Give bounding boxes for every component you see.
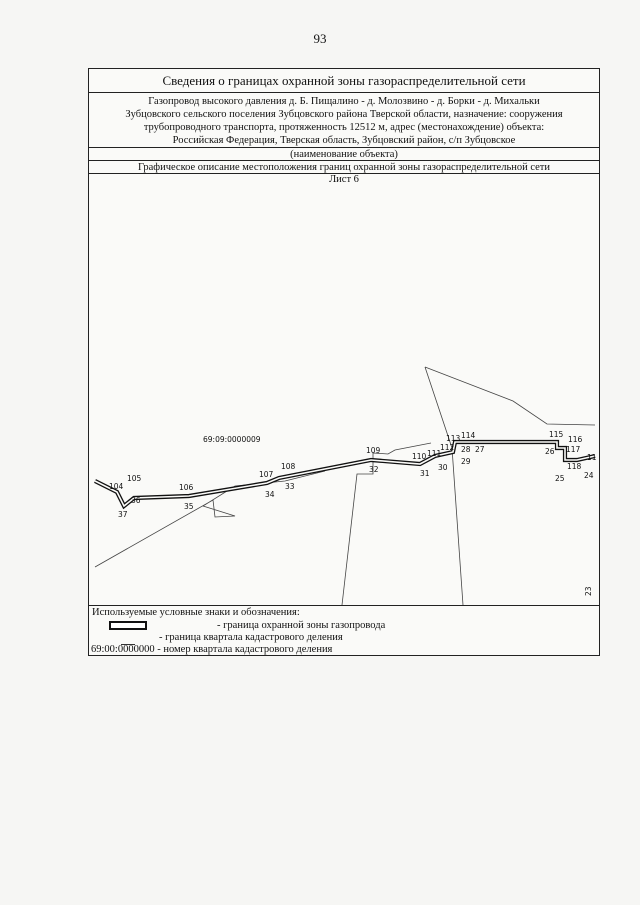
object-line: трубопроводного транспорта, протяженность 12512 м, адрес (местонахождение) объекта: [143,122,545,133]
point-label: 109 [366,446,381,455]
point-label: 34 [265,490,275,499]
point-label: 26 [545,447,555,456]
legend-title: Используемые условные знаки и обозначения: [92,607,300,618]
point-label: 107 [259,470,274,479]
quarter-code-sample: 69:00:0000000 [91,644,155,655]
zone-inner [95,442,595,506]
sheet-title: Сведения о границах охранной зоны газораспределительной сети [89,69,599,93]
object-name-caption: (наименование объекта) [89,148,599,161]
point-label: 111 [427,449,442,458]
quarter-number-legend [91,644,332,655]
quarter-boundary-center [342,443,431,605]
point-label: 118 [567,462,582,471]
point-label: 35 [184,502,194,511]
quarter-number-text: - номер квартала кадастрового деления [157,644,333,655]
point-label: 31 [420,469,430,478]
point-label: 11 [587,453,597,462]
object-description [89,93,599,148]
point-label: 104 [109,482,124,491]
point-label: 105 [127,474,142,483]
point-label: 110 [412,452,427,461]
point-label: 115 [549,430,564,439]
point-label: 117 [566,445,581,454]
quarter-boundary-upper [425,367,463,605]
point-label: 114 [461,431,476,440]
point-label: 29 [461,457,471,466]
point-label: 37 [118,510,128,519]
page-number: 93 [313,31,327,46]
object-line: Российская Федерация, Тверская область, Зубцовский район, с/п Зубцовское [172,135,516,146]
object-line: Зубцовского сельского поселения Зубцовского района Тверской области, назначение: сооружения [125,109,563,120]
point-label: 106 [179,483,194,492]
corner-mark: 23 [584,586,593,596]
point-label: 30 [438,463,448,472]
boundary-info-sheet [88,68,600,656]
quarter-boundary-ridge [425,367,595,425]
quarter-boundary-text: - граница квартала кадастрового деления [159,632,343,643]
protection-zone [95,442,595,506]
boundary-map [95,186,595,605]
zone-boundary-text: - граница охранной зоны газопровода [217,620,386,631]
point-label: 25 [555,474,565,483]
sheet-number: Лист 6 [329,174,359,185]
graphic-description-heading: Графическое описание местоположения границ охранной зоны газораспределительной сети [89,161,599,174]
point-label: 32 [369,465,379,474]
point-label: 24 [584,471,594,480]
point-label: 27 [475,445,485,454]
quarter-boundaries [95,367,595,605]
object-line: Газопровод высокого давления д. Б. Пищалино - д. Молозвино - д. Борки - д. Михальки [148,96,540,107]
legend [89,605,599,655]
point-label: 113 [446,434,461,443]
point-label: 112 [440,443,455,452]
point-label: 108 [281,462,296,471]
zone-boundary-swatch [109,621,147,630]
quarter-number-label: 69:09:0000009 [203,435,261,444]
point-label: 116 [568,435,583,444]
point-label: 33 [285,482,295,491]
point-label: 28 [461,445,471,454]
point-label: 36 [131,496,141,505]
